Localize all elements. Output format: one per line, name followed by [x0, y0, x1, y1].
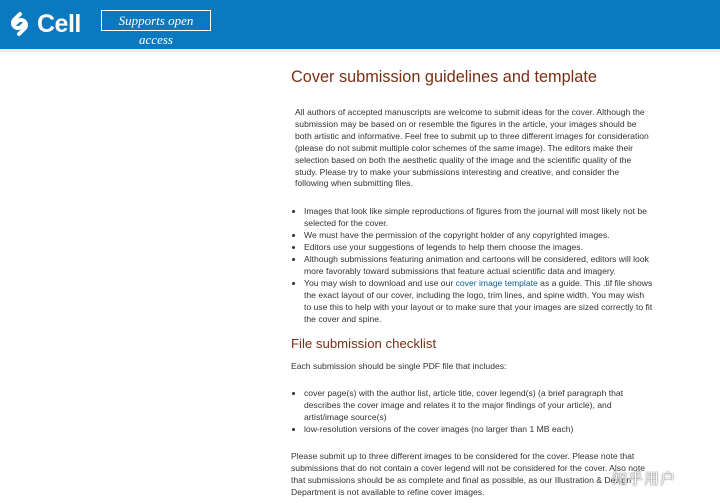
- guideline-item: • We must have the permission of the copyright holder of any copyrighted images.: [304, 230, 653, 242]
- guideline-item-template: [304, 278, 653, 326]
- template-suffix: as a guide. This .tif file shows the exact layout of our cover, including the logo, trim lines, and spine width. You may wish to use this to help with your layout or to make sure that your images are sized correctly to fit the cover and spine.: [304, 277, 653, 324]
- guideline-item: • Images that look like simple reproductions of figures from the journal will most likely not be selected for the cover.: [304, 206, 653, 230]
- checklist-list: [291, 388, 653, 436]
- cell-logo[interactable]: [6, 9, 81, 39]
- main-content: [291, 52, 653, 499]
- page-title: Cover submission guidelines and template: [291, 68, 597, 86]
- checklist-intro: Each submission should be single PDF file that includes:: [291, 361, 507, 372]
- intro-paragraph: All authors of accepted manuscripts are welcome to submit ideas for the cover. Although the submission may be based on or resemble the figures in the article, your images should be both artistic and informative. Feel free to submit up to three different images for consideration (please do not submit multiple color schemes of the same image). The editors make their selection based on both the aesthetic quality of the image and the scientific quality of the study. Please try to make your submissions interesting and creative, and consider the following when submitting files.: [295, 107, 649, 189]
- logo-text: Cell: [37, 10, 81, 38]
- checklist-heading: File submission checklist: [291, 336, 437, 352]
- template-prefix: You may wish to download and use our: [304, 277, 456, 288]
- guideline-item: • Although submissions featuring animation and cartoons will be considered, editors will look more favorably toward submissions that feature actual scientific data and imagery.: [304, 254, 653, 278]
- closing-paragraph: Please submit up to three different images to be considered for the cover. Please note that submissions that do not contain a cover legend will not be considered for the cover. Also note that submissions should be as complete and final as possible, as our Illustration & Design Department is not available to refine cover images.: [291, 450, 645, 497]
- checklist-item: • low-resolution versions of the cover images (no larger than 1 MB each): [304, 424, 653, 436]
- cover-template-link[interactable]: cover image template: [455, 277, 538, 288]
- checklist-item: • cover page(s) with the author list, article title, cover legend(s) (a brief paragraph that describes the cover image and relates it to the major findings of your article), and artist/image source(s): [304, 388, 653, 424]
- watermark: 知乎用户: [612, 471, 677, 488]
- open-access-badge[interactable]: Supports open access: [101, 10, 211, 31]
- cell-logo-icon: [6, 10, 34, 38]
- guideline-item: • Editors use your suggestions of legends to help them choose the images.: [304, 242, 653, 254]
- site-header: [0, 0, 720, 49]
- guidelines-list: [291, 206, 653, 325]
